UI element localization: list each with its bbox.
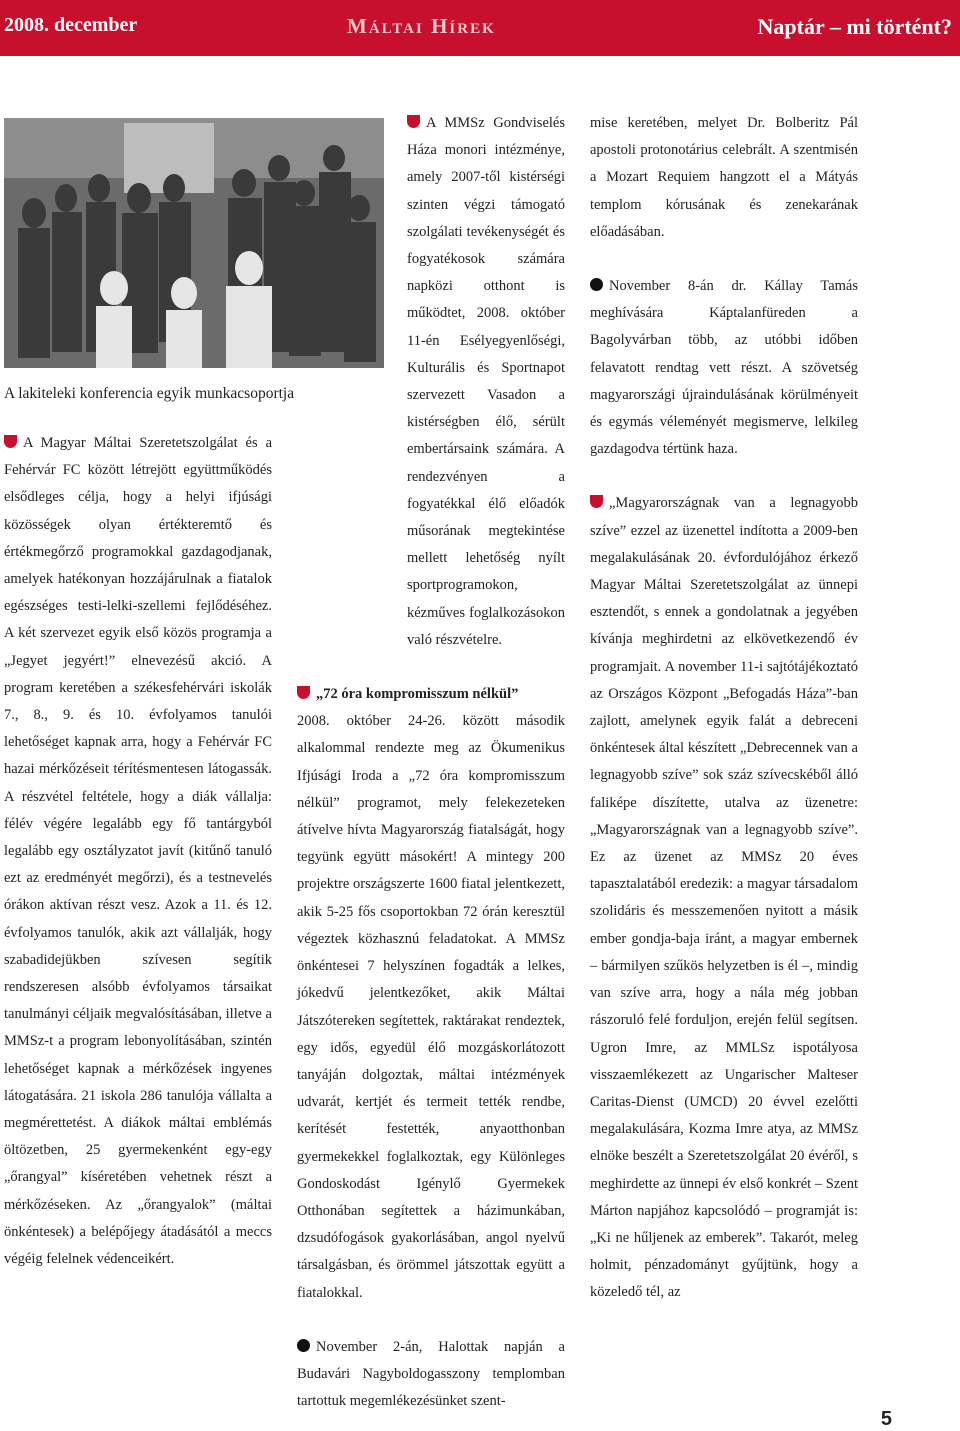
article-text: November 8-án dr. Kállay Tamás meghívására Káptalanfüreden a Bagolyvárban több, az utóbbi időben felavatott rendtag vett részt. A szövetség magyarországi újraindulásának körülményeit és egymás véleményét megismerve, lelkileg gazdagodva tértünk haza. [590,278,858,458]
dot-bullet-icon [590,278,603,291]
header-publication-title: Máltai Hírek [347,14,496,38]
article-paragraph [297,1334,565,1416]
article-text: „Magyarországnak van a legnagyobb szíve” ezzel az üzenettel indította a 2009-ben megalakulásának 20. évfordulójához érkező Magyar Máltai Szeretetszolgálat az ünnepi esztendőt, s ennek a gondolatnak a jegyében kívánja meghirdetni az elkövetkezendő év programjait. A november 11-i sajtótájékoztató az Országos Központ „Befogadás Háza”-ban zajlott, amelynek egyik falát a debreceni önkéntesek által készített „Debrecennek van a legnagyobb szíve” sok száz szívecskéből álló faliképe díszítette, utalva az üzenetre: „Magyarországnak van a legnagyobb szíve”. Ez az üzenet az MMSz 20 éves tapasztalatából eredezik: a magyar társadalom szolidáris és messzemenően nyitott a másik ember gondja-baja iránt, a magyar embernek – bármilyen szűkös helyzetben is él –, mindig van szíve arra, hogy a nála még jobban rászoruló felé forduljon, erején felül segítsen. Ugron Imre, az MMLSz ispotályosa visszaemlékezett az Ungarischer Malteser Caritas-Dienst (UMCD) 20 évvel ezelőtti megalakulására, Kozma Imre atya, az MMSz elnöke beszélt a Szeretetszolgálat 20 évéről, s meghirdette az ünnepi év első konkrét – Szent Márton napjához kapcsolódó – programját is: „Ki ne hűljenek az emberek”. Takarót, meleg holmit, pénzadományt gyűjtünk, hogy a közeledő tél, az [590,495,858,1301]
header-section-title: Naptár – mi történt? [757,14,952,39]
photo-caption: A lakiteleki konferencia egyik munkacsoportja [4,385,295,402]
dot-bullet-icon [297,1339,310,1352]
page-number: 5 [880,1408,892,1430]
column-2 [297,110,565,1415]
article-paragraph [407,110,565,654]
page-header [0,0,960,56]
heart-bullet-icon [407,115,420,128]
article-text: November 2-án, Halottak napján a Budavári Nagyboldogasszony templomban tartottuk megemlékezésünket szent- [297,1338,565,1410]
article-title: „72 óra kompromisszum nélkül” [316,686,519,703]
heart-bullet-icon [4,435,17,448]
column-1 [4,430,272,1273]
header-date: 2008. december [4,14,138,36]
article-paragraph [4,430,272,1273]
article-text: A MMSz Gondviselés Háza monori intézménye, amely 2007-től kistérségi szinten végzi támogató szolgálati tevékenységét és fogyatékosok számára napközi otthont is működtet, 2008. október 11-én Esélyegyenlőségi, Kulturális és Sportnapot szervezett Vasadon a kistérségben élő, sérült embertársaink számára. A rendezvényen a fogyatékkal élő előadók műsorának megtekintése mellett lehetőség nyílt sportprogramokon, kézműves foglalkozásokon való részvételre. [407,115,565,648]
heart-bullet-icon [590,495,603,508]
article-paragraph: mise keretében, melyet Dr. Bolberitz Pál apostoli protonotárius celebrált. A szentmisén a Mozart Requiem hangzott el a Mátyás templom kórusának és zenekarának előadásában. [590,115,858,240]
article-heading [297,681,565,708]
column-3 [590,110,858,1307]
article-paragraph [590,490,858,1306]
heart-bullet-icon [297,686,310,699]
article-paragraph [590,273,858,463]
article-paragraph: 2008. október 24-26. között második alkalommal rendezte meg az Ökumenikus Ifjúsági Iroda a „72 óra kompromisszum nélkül” programot, mely felekezeteken átívelve hívta Magyarország fiatalságát, hogy tegyünk együtt másokért! A mintegy 200 projektre országszerte 1600 fiatal jelentkezett, akik 5-25 fős csoportokban 72 órán keresztül végeztek közhasznú feladatokat. A MMSz önkéntesei 7 helyszínen fogadták a lelkes, jókedvű jelentkezőket, akik Máltai Játszótereken segítettek, raktárakat rendeztek, egy idős, egyedül élő mozgáskorlátozott tanyáján dolgoztak, máltai intézmények udvarát, kertjét és termeit tették rendbe, kerítését festették, anyaotthonban gyermekekkel foglalkoztak, egy Különleges Gondoskodást Igénylő Gyermekek Otthonában segítettek a házimunkában, dzsudófogások gyakorlásában, angol nyelvű társalgásban, és örömmel játszottak együtt a fiatalokkal. [297,713,565,1301]
article-text: A Magyar Máltai Szeretetszolgálat és a Fehérvár FC között létrejött együttműködés elsődleges célja, hogy a helyi ifjúsági közösségek olyan értékteremtő és értékmegőrző programokkal gazdagodjanak, amelyek hatékonyan hozzájárulnak a fiatalok egészséges testi-lelki-szellemi fejlődéséhez. A két szervezet egyik első közös programja a „Jegyet jegyért!” elnevezésű akció. A program keretében a székesfehérvári iskolák 7., 8., 9. és 10. évfolyamos tanulói lehetőséget kapnak arra, hogy a Fehérvár FC hazai mérkőzéseit térítésmentesen látogassák. A részvétel feltétele, hogy a diák vállalja: félév végére legalább egy fő tantárgyból legalább egy osztályzatot javít (kitűnő tanuló ezt az eredményét megőrzi), és a testnevelés órákon aktívan részt vesz. Azok a 11. és 12. évfolyamos tanulók, akik azt vállalják, hogy szabadidejükben szívesen segítik rendszeresen alsóbb évfolyamos társaikat tanulmányi céljaik megvalósításában, illetve a MMSz-t a program lebonyolításában, szintén lehetőséget kapnak a mérkőzések ingyenes látogatására. 21 iskola 286 tanulója vállalta a megmérettetést. A diákok máltai emblémás öltözetben, 25 gyermekenként egy-egy „őrangyal” kíséretében vehetnek részt a mérkőzéseken. Az „őrangyalok” (máltai önkéntesek) a belépőjegy átadásától a meccs végéig felelnek védenceikért. [4,435,272,1268]
